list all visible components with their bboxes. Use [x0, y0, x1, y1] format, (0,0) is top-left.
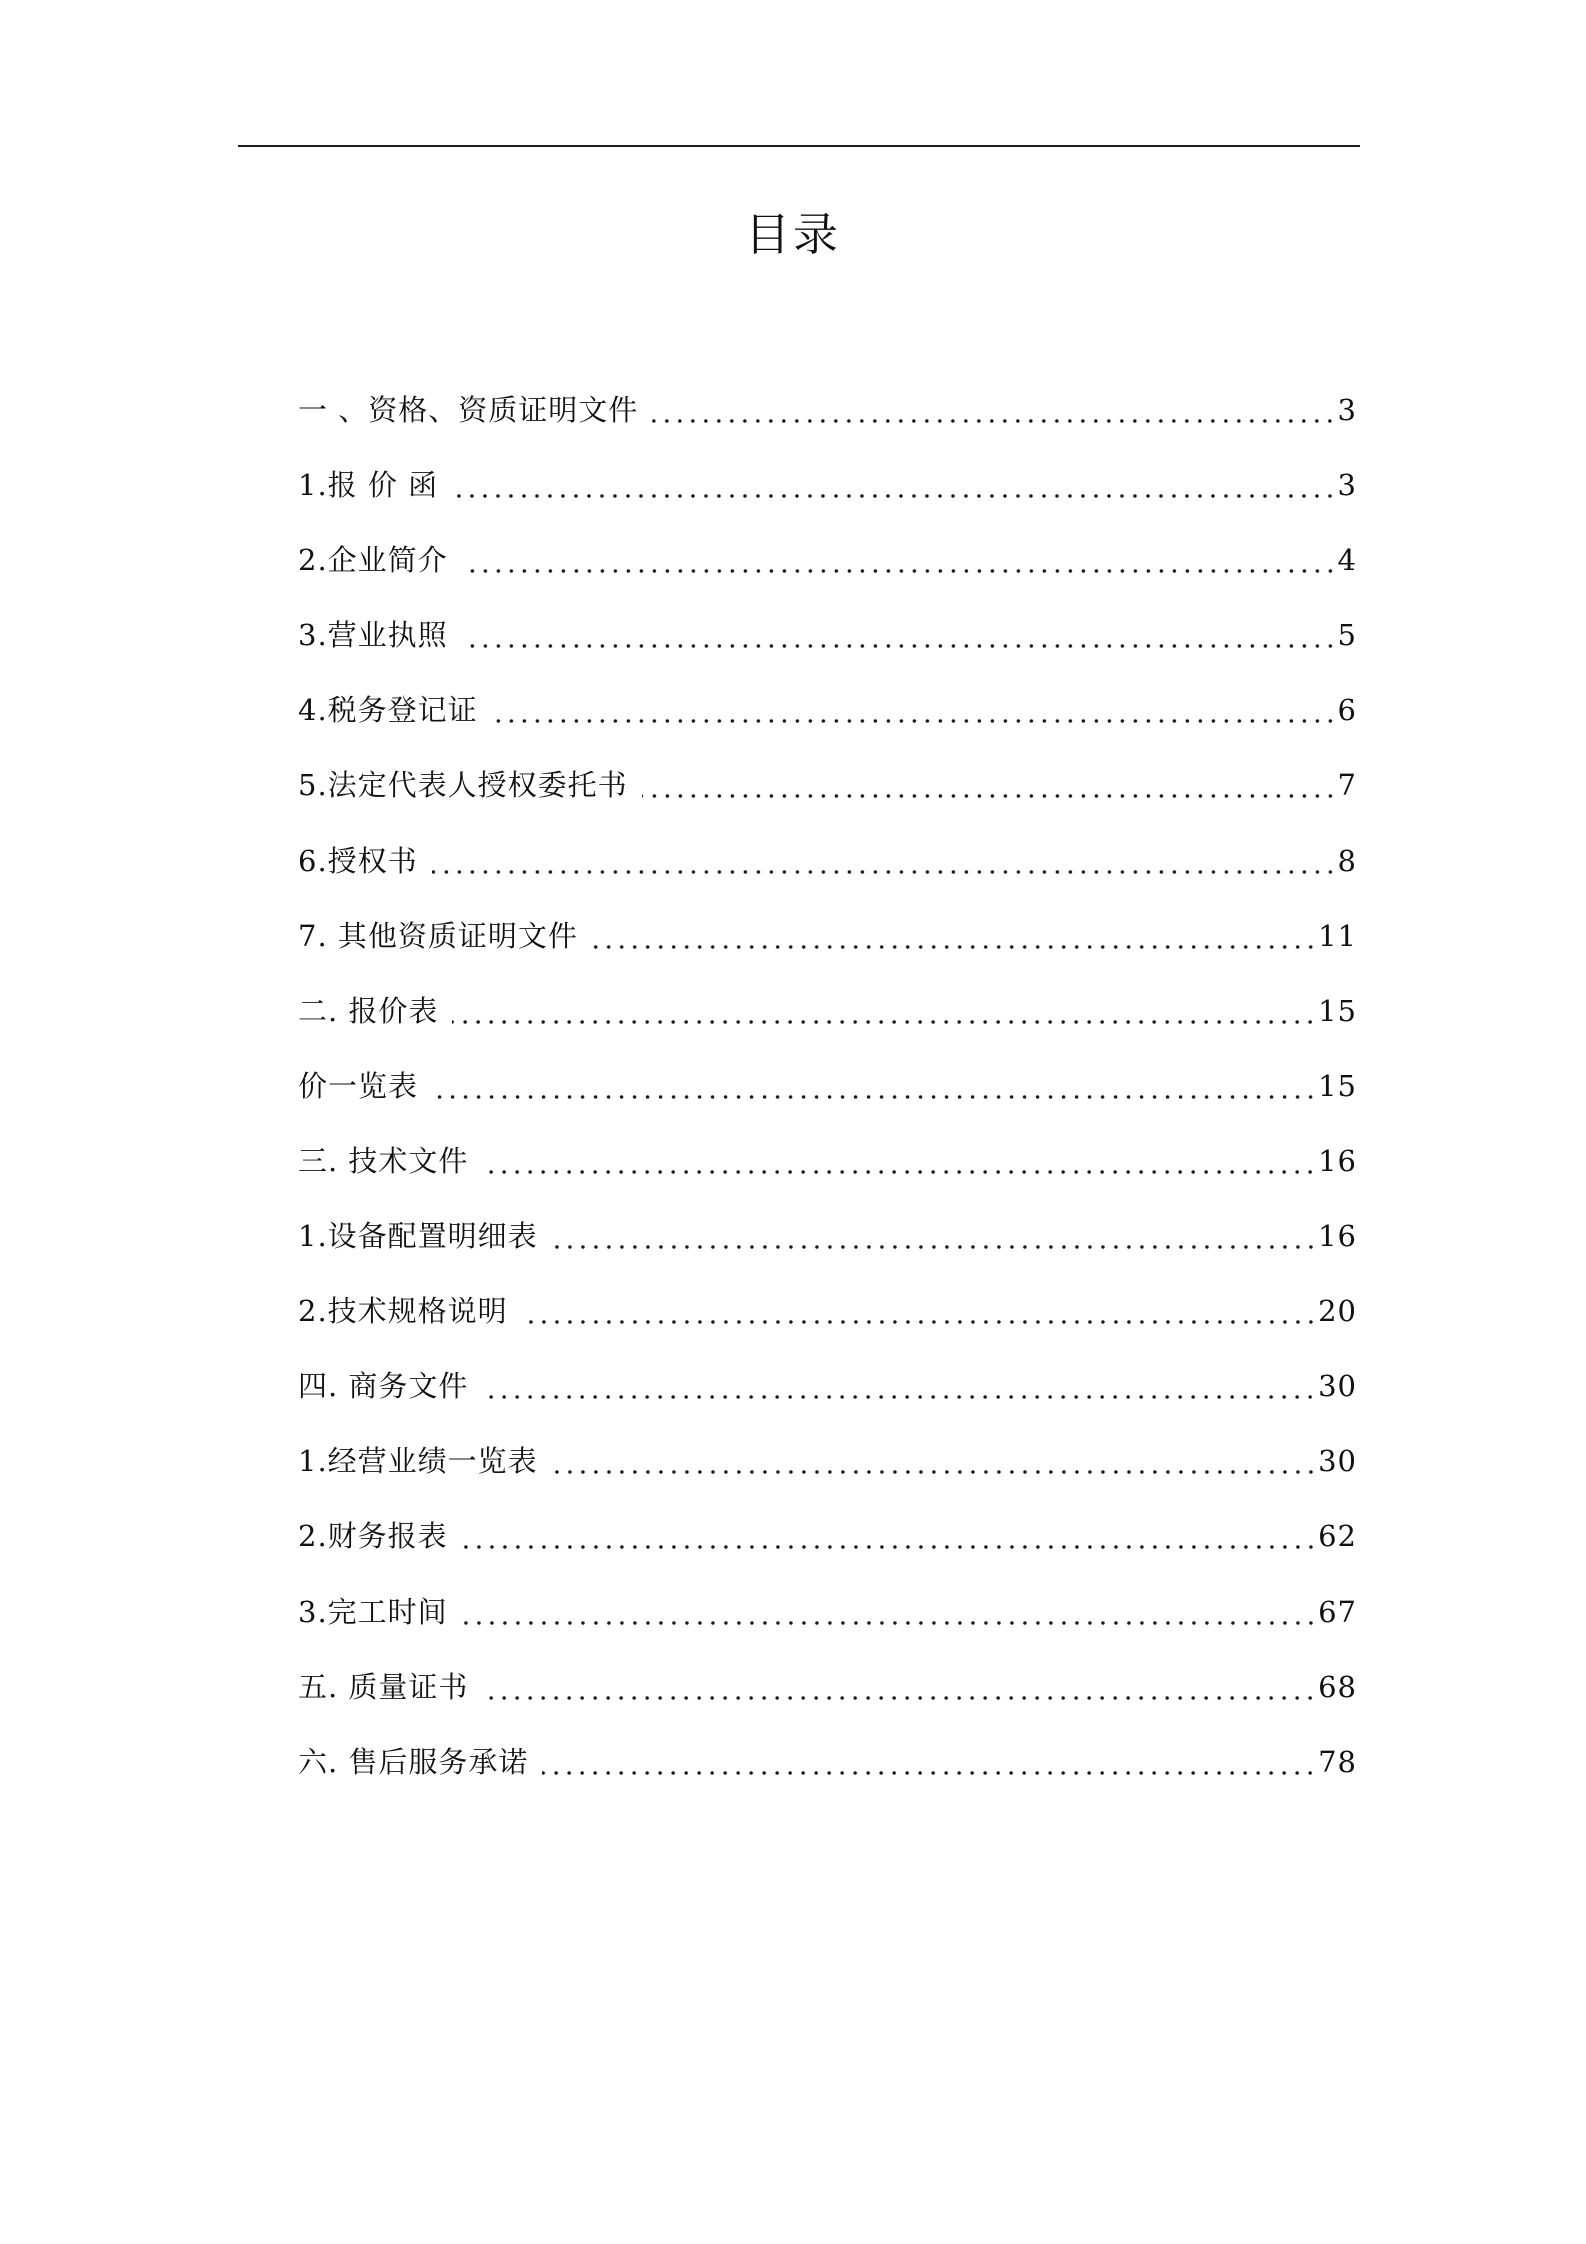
dot-leader — [462, 523, 1337, 598]
toc-entry — [298, 523, 1357, 598]
toc-entry-page: 67 — [1318, 1594, 1357, 1629]
toc-entry-label: 三. 技术文件 — [298, 1143, 469, 1178]
toc-entry-page: 3 — [1337, 468, 1357, 503]
toc-entry — [298, 974, 1357, 1049]
toc-entry — [298, 1049, 1357, 1124]
dot-leader — [482, 1124, 1317, 1199]
toc-entry-page: 30 — [1318, 1369, 1357, 1404]
toc-entry-label: 四. 商务文件 — [298, 1369, 469, 1404]
toc-entry-page: 78 — [1318, 1744, 1357, 1779]
dot-leader — [432, 824, 1337, 899]
toc-entry-label: 7. 其他资质证明文件 — [298, 918, 578, 953]
toc-entry — [298, 899, 1357, 974]
toc-entry-page: 16 — [1318, 1219, 1357, 1254]
dot-leader — [552, 1424, 1317, 1499]
toc-entry-page: 15 — [1318, 1068, 1357, 1103]
toc-entry — [298, 1499, 1357, 1574]
toc-entry-page: 5 — [1337, 618, 1357, 653]
toc-entry-page: 4 — [1337, 543, 1357, 578]
toc-entry — [298, 1575, 1357, 1650]
toc-entry-page: 3 — [1337, 393, 1357, 427]
dot-leader — [432, 1049, 1317, 1124]
dot-leader — [462, 598, 1337, 673]
toc-entry-label: 价一览表 — [298, 1068, 419, 1103]
table-of-contents — [298, 373, 1357, 1800]
dot-leader — [462, 1499, 1317, 1574]
toc-entry — [298, 1274, 1357, 1349]
toc-entry — [298, 1349, 1357, 1424]
toc-entry — [298, 373, 1357, 448]
page-title: 目录 — [744, 208, 841, 261]
toc-entry — [298, 824, 1357, 899]
toc-entry — [298, 1424, 1357, 1499]
dot-leader — [452, 974, 1317, 1049]
toc-entry-page: 68 — [1318, 1669, 1357, 1704]
toc-entry — [298, 598, 1357, 673]
toc-entry — [298, 1124, 1357, 1199]
toc-entry-label: 5.法定代表人授权委托书 — [298, 768, 628, 803]
dot-leader — [462, 1575, 1317, 1650]
toc-entry-label: 1.报 价 函 — [298, 468, 439, 503]
toc-entry-label: 2.技术规格说明 — [298, 1294, 508, 1329]
toc-entry-label: 1.设备配置明细表 — [298, 1219, 538, 1254]
toc-entry-page: 6 — [1337, 693, 1357, 728]
dot-leader — [492, 673, 1337, 748]
dot-leader — [652, 373, 1336, 448]
toc-entry-page: 8 — [1337, 843, 1357, 878]
toc-entry-label: 二. 报价表 — [298, 993, 439, 1028]
dot-leader — [642, 748, 1337, 823]
toc-entry — [298, 448, 1357, 523]
toc-entry-label: 五. 质量证书 — [298, 1669, 469, 1704]
toc-entry — [298, 748, 1357, 823]
toc-entry-label: 3.完工时间 — [298, 1594, 448, 1629]
dot-leader — [552, 1199, 1317, 1274]
dot-leader — [542, 1725, 1317, 1800]
dot-leader — [452, 448, 1336, 523]
dot-leader — [522, 1274, 1317, 1349]
toc-entry-label: 4.税务登记证 — [298, 693, 478, 728]
dot-leader — [482, 1650, 1317, 1725]
toc-entry-page: 15 — [1318, 993, 1357, 1028]
toc-entry-page: 7 — [1337, 768, 1357, 803]
toc-entry-page: 16 — [1318, 1143, 1357, 1178]
toc-entry-label: 1.经营业绩一览表 — [298, 1444, 538, 1479]
toc-entry — [298, 1725, 1357, 1800]
toc-entry-label: 6.授权书 — [298, 843, 418, 878]
toc-entry — [298, 1199, 1357, 1274]
toc-entry-label: 2.财务报表 — [298, 1519, 448, 1554]
header-rule — [238, 145, 1360, 147]
dot-leader — [482, 1349, 1317, 1424]
toc-entry-label: 一 、资格、资质证明文件 — [298, 393, 639, 427]
toc-entry-page: 20 — [1318, 1294, 1357, 1329]
dot-leader — [592, 899, 1317, 974]
toc-entry-label: 2.企业简介 — [298, 543, 448, 578]
toc-entry-label: 3.营业执照 — [298, 618, 448, 653]
toc-entry — [298, 1650, 1357, 1725]
toc-entry-page: 62 — [1318, 1519, 1357, 1554]
toc-entry-label: 六. 售后服务承诺 — [298, 1744, 529, 1779]
toc-entry-page: 30 — [1318, 1444, 1357, 1479]
toc-entry — [298, 673, 1357, 748]
toc-entry-page: 11 — [1318, 918, 1357, 953]
